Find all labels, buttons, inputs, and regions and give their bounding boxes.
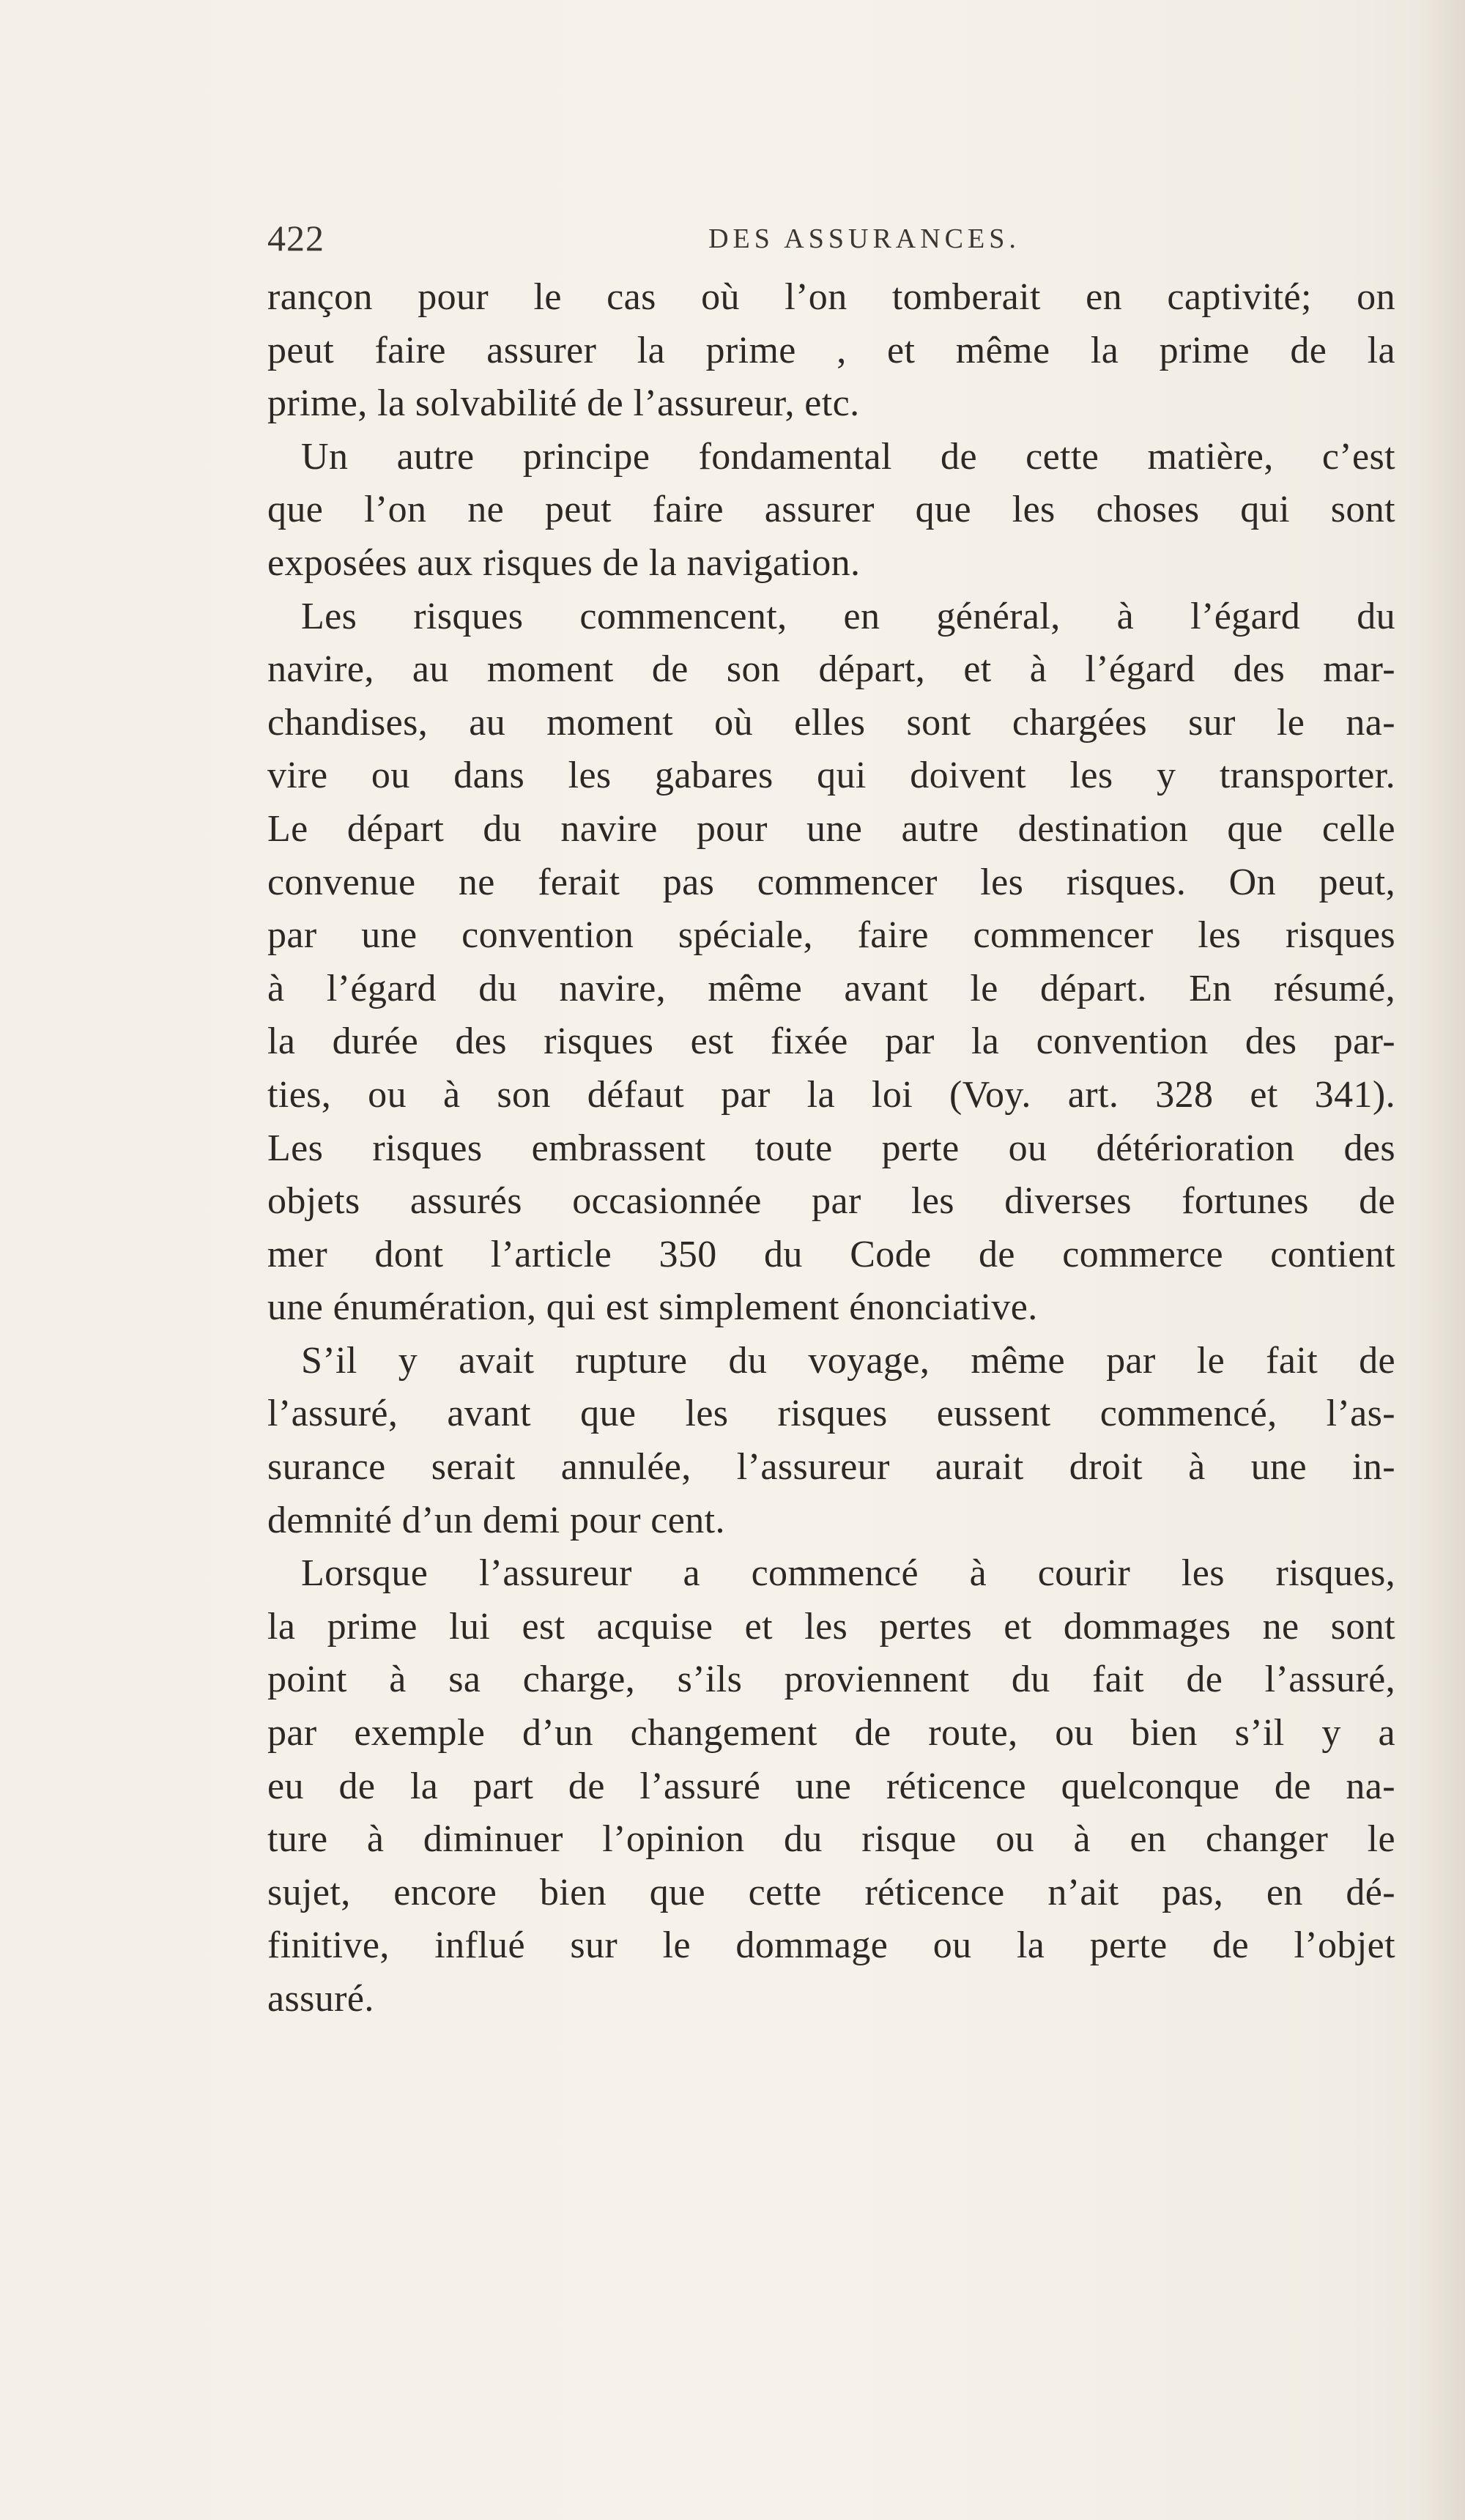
text-line: la durée des risques est fixée par la convention des par- <box>267 1020 1395 1063</box>
text-line: prime, la solvabilité de l’assureur, etc. <box>267 382 860 425</box>
text-line: Un autre principe fondamental de cette matière, c’est <box>301 435 1395 478</box>
text-line: ture à diminuer l’opinion du risque ou à en changer le <box>267 1818 1395 1861</box>
text-line: à l’égard du navire, même avant le départ. En résumé, <box>267 967 1395 1009</box>
text-line: rançon pour le cas où l’on tomberait en captivité; on <box>267 276 1395 318</box>
text-line: ties, ou à son défaut par la loi (Voy. art. 328 et 341). <box>267 1073 1395 1116</box>
text-line: sujet, encore bien que cette réticence n’ait pas, en dé- <box>267 1871 1395 1913</box>
running-title: DES ASSURANCES. <box>708 223 1020 254</box>
text-line: que l’on ne peut faire assurer que les choses qui sont <box>267 489 1395 531</box>
text-line: peut faire assurer la prime , et même la prime de la <box>267 329 1395 371</box>
text-line: chandises, au moment où elles sont chargées sur le na- <box>267 701 1395 744</box>
text-line: l’assuré, avant que les risques eussent commencé, l’as- <box>267 1393 1395 1435</box>
page-edge-shadow <box>1421 0 1465 2520</box>
text-line: Lorsque l’assureur a commencé à courir les risques, <box>301 1552 1395 1595</box>
text-line: vire ou dans les gabares qui doivent les y transporter. <box>267 755 1395 797</box>
text-line: eu de la part de l’assuré une réticence quelconque de na- <box>267 1765 1395 1807</box>
page-number: 422 <box>267 218 324 259</box>
page-header <box>267 217 1395 261</box>
text-line: convenue ne ferait pas commencer les risques. On peut, <box>267 861 1395 903</box>
text-line: la prime lui est acquise et les pertes et dommages ne sont <box>267 1605 1395 1648</box>
text-line: Le départ du navire pour une autre destination que celle <box>267 807 1395 850</box>
text-line: objets assurés occasionnée par les diverses fortunes de <box>267 1180 1395 1223</box>
text-line: assuré. <box>267 1978 374 2020</box>
text-line: surance serait annulée, l’assureur aurait droit à une in- <box>267 1446 1395 1489</box>
text-line: point à sa charge, s’ils proviennent du fait de l’assuré, <box>267 1659 1395 1701</box>
text-line: exposées aux risques de la navigation. <box>267 541 861 584</box>
text-line: mer dont l’article 350 du Code de commerce contient <box>267 1233 1395 1275</box>
text-line: navire, au moment de son départ, et à l’égard des mar- <box>267 648 1395 691</box>
body-text <box>267 271 1395 2026</box>
text-line: Les risques commencent, en général, à l’égard du <box>301 595 1395 637</box>
text-line: par exemple d’un changement de route, ou bien s’il y a <box>267 1712 1395 1754</box>
text-line: une énumération, qui est simplement énonciative. <box>267 1286 1038 1329</box>
text-line: par une convention spéciale, faire commencer les risques <box>267 914 1395 957</box>
text-line: S’il y avait rupture du voyage, même par le fait de <box>301 1339 1395 1382</box>
text-line: Les risques embrassent toute perte ou détérioration des <box>267 1127 1395 1169</box>
text-line: demnité d’un demi pour cent. <box>267 1499 725 1541</box>
text-line: finitive, influé sur le dommage ou la perte de l’objet <box>267 1924 1395 1967</box>
